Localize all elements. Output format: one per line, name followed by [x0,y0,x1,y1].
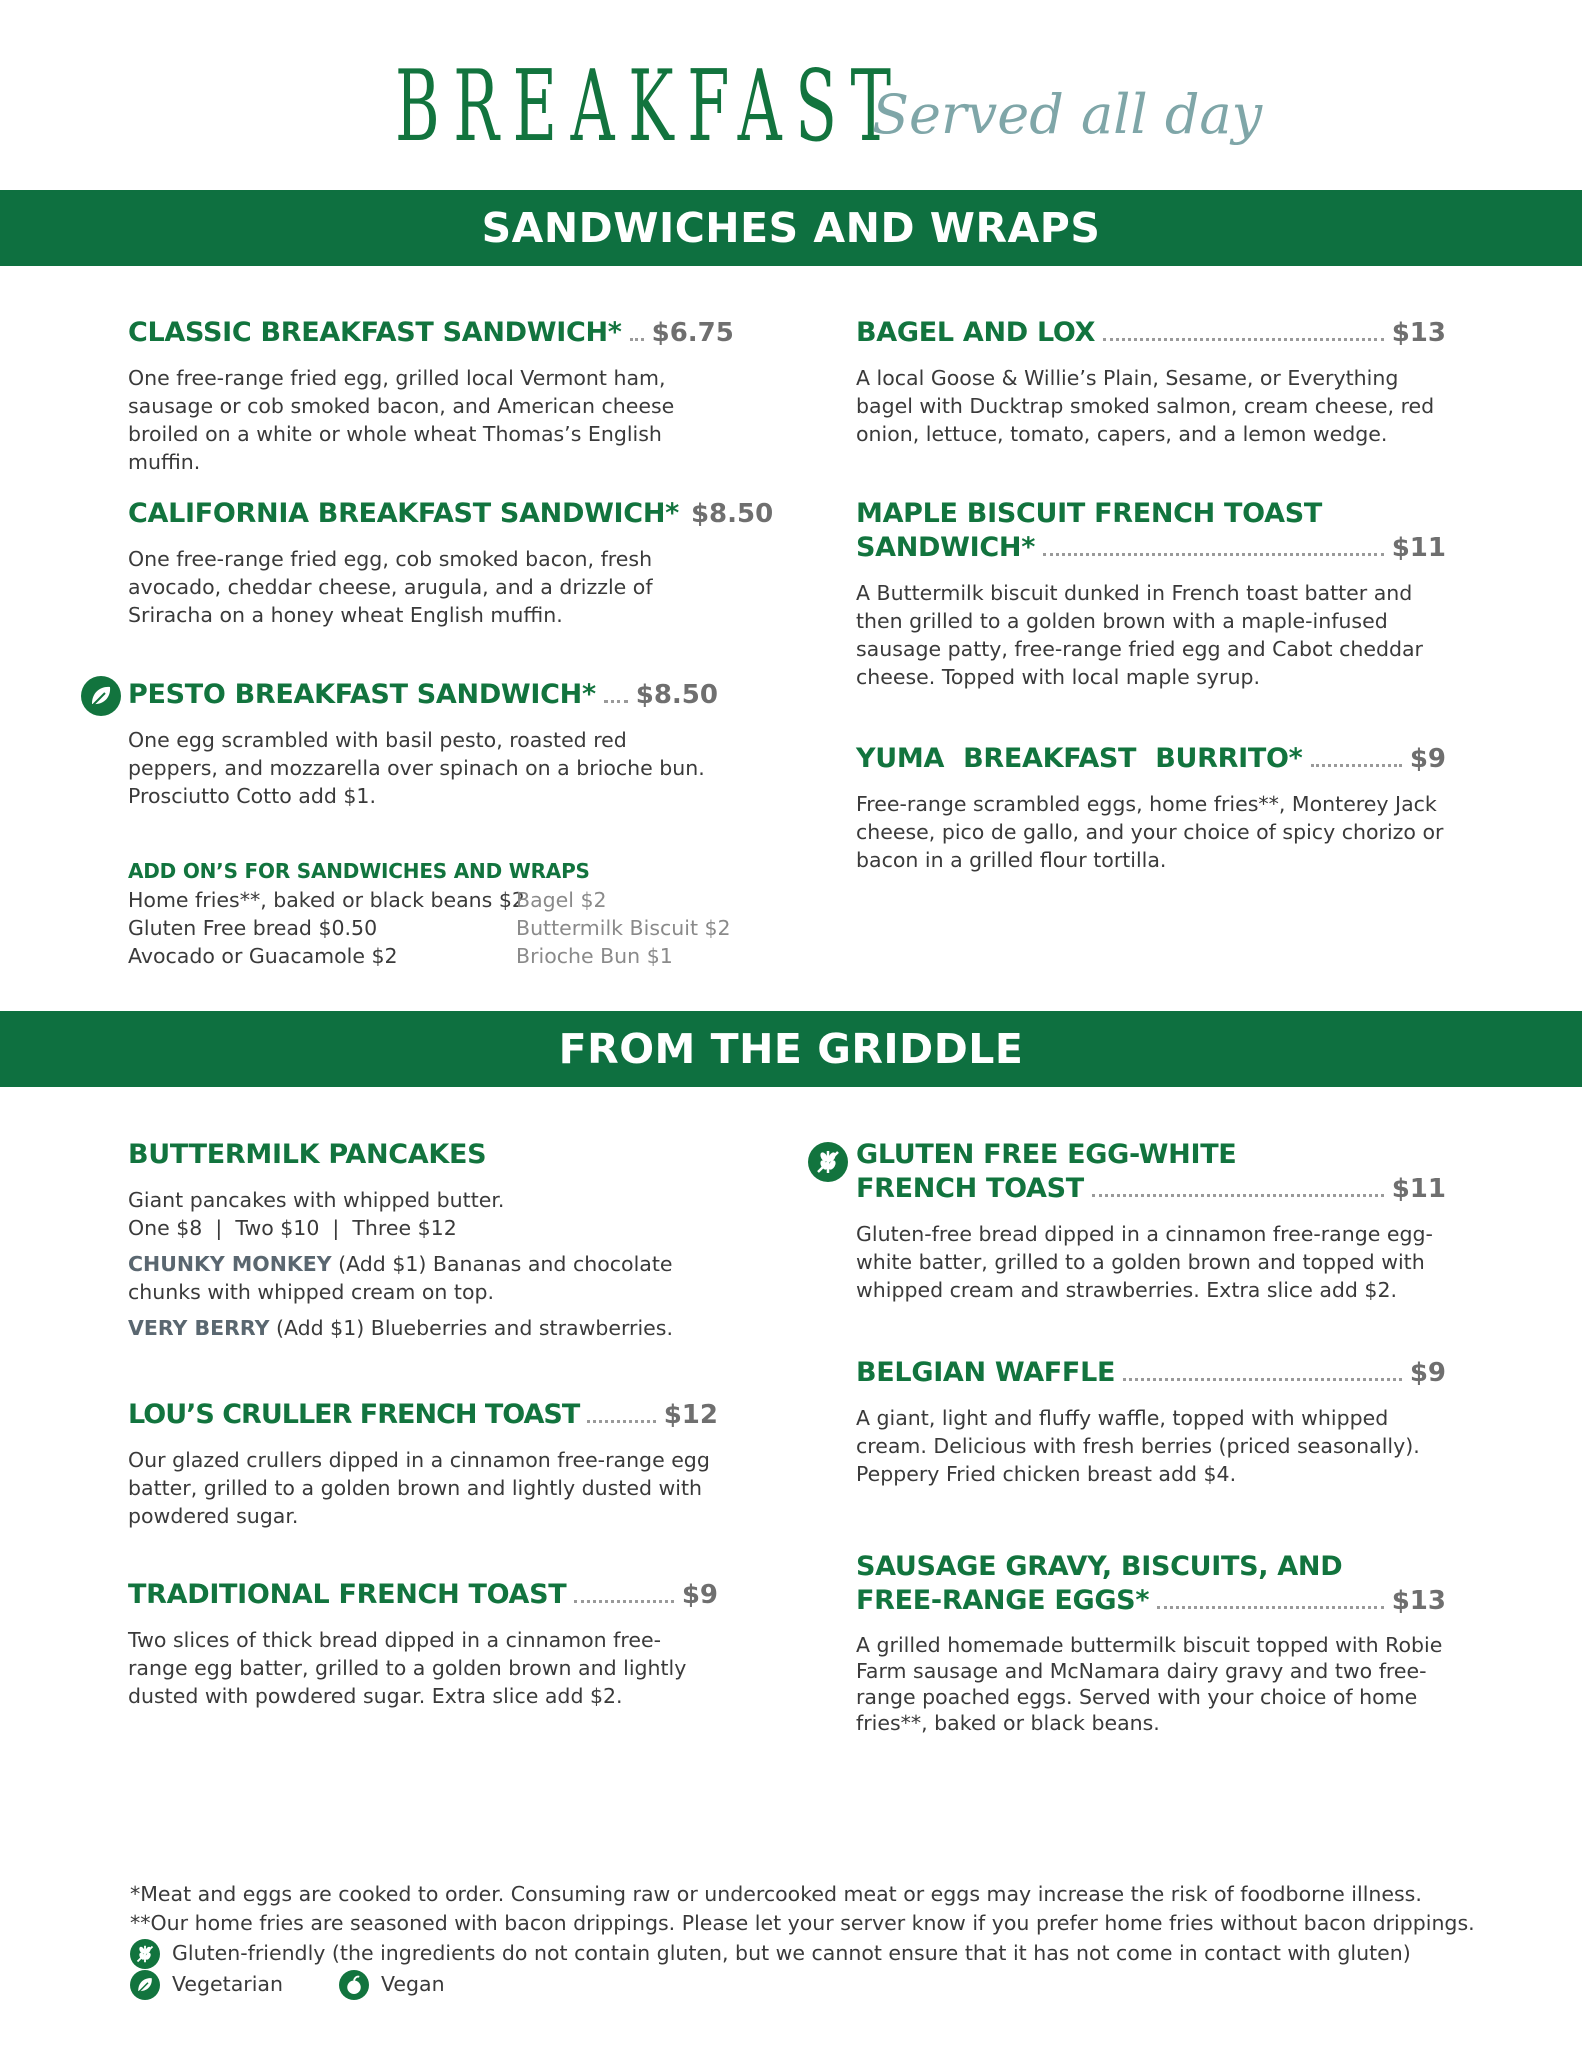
item-description: Giant pancakes with whipped butter. [128,1188,505,1212]
leader-dots [1311,764,1402,767]
item-price: $9 [1409,1358,1446,1388]
item-description: Two slices of thick bread dipped in a cinnamon free-range egg batter, grilled to a golden brown and lightly dusted with powdered sugar. Extra slice add $2. [128,1628,687,1708]
item-price: $8.50 [635,680,718,710]
item-description: Free-range scrambled eggs, home fries**, Monterey Jack cheese, pico de gallo, and your choice of spicy chorizo or bacon in a grilled flour tortilla. [856,792,1444,872]
legend-gluten [130,1938,1550,1969]
item-description: A giant, light and fluffy waffle, topped with whipped cream. Delicious with fresh berries (priced seasonally). Peppery Fried chicken breast add $4. [856,1406,1420,1486]
item-name: LOU’S CRULLER FRENCH TOAST [128,1399,580,1430]
item-description: A local Goose & Willie’s Plain, Sesame, or Everything bagel with Ducktrap smoked salmon, cream cheese, red onion, lettuce, tomato, capers, and a lemon wedge. [856,366,1435,446]
footnote-meat: *Meat and eggs are cooked to order. Consuming raw or undercooked meat or eggs may increase the risk of foodborne illness. [130,1882,1422,1906]
leader-dots [630,338,644,341]
addon-item: Home fries**, baked or black beans $2 [128,888,525,912]
item-name-line1: SAUSAGE GRAVY, BISCUITS, AND [856,1551,1343,1582]
leader-dots [587,1420,655,1423]
variant-desc: (Add $1) Blueberries and strawberries. [275,1316,673,1340]
menu-item-california [128,497,774,629]
variant-chunky-monkey [128,1250,718,1306]
item-name: BELGIAN WAFFLE [856,1357,1116,1388]
item-description: One egg scrambled with basil pesto, roasted red peppers, and mozzarella over spinach on a brioche bun. Prosciutto Cotto add $1. [128,728,705,808]
menu-item-classic [128,316,734,476]
addon-item: Bagel $2 [516,888,607,912]
item-description: One free-range fried egg, grilled local Vermont ham, sausage or cob smoked bacon, and American cheese broiled on a white or whole wheat Thomas’s English muffin. [128,366,675,474]
item-name: PESTO BREAKFAST SANDWICH* [128,679,596,710]
addon-item: Avocado or Guacamole $2 [128,944,398,968]
item-name-line1: GLUTEN FREE EGG-WHITE [856,1139,1237,1170]
legend-vegetarian-label: Vegetarian [172,1972,283,1996]
item-price: $6.75 [651,318,734,348]
legend-vegan-label: Vegan [380,1972,445,1996]
item-name: TRADITIONAL FRENCH TOAST [128,1579,567,1610]
section-band-griddle: FROM THE GRIDDLE [0,1011,1582,1087]
menu-item-traditional [128,1578,718,1710]
pancake-prices: One $8 | Two $10 | Three $12 [128,1216,457,1240]
item-price: $9 [681,1580,718,1610]
leader-dots [1157,1606,1384,1609]
variant-name: VERY BERRY [128,1316,270,1340]
footnotes [130,1880,1550,2000]
variant-desc: (Add $1) Bananas and chocolate chunks with whipped cream on top. [128,1252,673,1304]
gluten-friendly-icon [808,1142,848,1182]
item-name: YUMA BREAKFAST BURRITO* [856,743,1303,774]
vegetarian-icon [81,676,121,716]
legend-gluten-label: Gluten-friendly (the ingredients do not contain gluten, but we cannot ensure that it has not come in contact with gluten) [172,1941,1411,1965]
item-description: One free-range fried egg, cob smoked bacon, fresh avocado, cheddar cheese, arugula, and a drizzle of Sriracha on a honey wheat English muffin. [128,547,653,627]
menu-item-maple [856,497,1446,691]
addon-item: Buttermilk Biscuit $2 [516,916,731,940]
item-price: $8.50 [690,499,774,529]
item-name-line2: SANDWICH* [856,532,1036,563]
menu-item-gravy [856,1550,1446,1736]
item-description: Our glazed crullers dipped in a cinnamon free-range egg batter, grilled to a golden brown and lightly dusted with powdered sugar. [128,1448,710,1528]
addon-item: Brioche Bun $1 [516,944,673,968]
menu-subtitle: Served all day [872,83,1263,146]
item-name: CALIFORNIA BREAKFAST SANDWICH* [128,498,679,529]
leader-dots [1123,1378,1402,1381]
item-name: CLASSIC BREAKFAST SANDWICH* [128,317,622,348]
item-price: $11 [1391,1174,1446,1204]
menu-item-pancakes [128,1138,718,1342]
item-description: A Buttermilk biscuit dunked in French toast batter and then grilled to a golden brown with a maple-infused sausage patty, free-range fried egg and Cabot cheddar cheese. Topped with local maple syrup. [856,581,1423,689]
item-name: BAGEL AND LOX [856,317,1096,348]
variant-name: CHUNKY MONKEY [128,1252,332,1276]
vegan-icon [339,1970,369,2000]
menu-item-waffle [856,1356,1446,1488]
item-description: A grilled homemade buttermilk biscuit topped with Robie Farm sausage and McNamara dairy gravy and two free-range poached eggs. Served with your choice of home fries**, baked or black beans. [856,1633,1443,1735]
leader-dots [604,700,628,703]
addon-item: Gluten Free bread $0.50 [128,916,378,940]
leader-dots [1103,338,1384,341]
variant-very-berry [128,1314,718,1342]
footnote-fries: **Our home fries are seasoned with bacon drippings. Please let your server know if you prefer home fries without bacon drippings. [130,1911,1475,1935]
menu-item-gluten-free [856,1138,1446,1304]
item-price: $13 [1391,318,1446,348]
item-name: BUTTERMILK PANCAKES [128,1139,487,1170]
leader-dots [574,1600,673,1603]
menu-item-yuma [856,742,1446,874]
menu-item-cruller [128,1398,718,1530]
item-name-line2: FREE-RANGE EGGS* [856,1585,1150,1616]
item-price: $9 [1409,744,1446,774]
addons-title: ADD ON’S FOR SANDWICHES AND WRAPS [128,859,590,883]
vegetarian-icon [130,1970,160,2000]
menu-item-pesto [128,678,718,810]
item-description: Gluten-free bread dipped in a cinnamon free-range egg-white batter, grilled to a golden brown and topped with whipped cream and strawberries. Extra slice add $2. [856,1222,1433,1302]
gluten-friendly-icon [130,1939,160,1969]
menu-header [0,50,1582,170]
section-band-sandwiches: SANDWICHES AND WRAPS [0,190,1582,266]
legend-veg [130,1969,1550,2000]
item-name-line2: FRENCH TOAST [856,1173,1084,1204]
menu-item-bagel [856,316,1446,448]
item-price: $12 [663,1400,718,1430]
addons-block [128,858,731,970]
leader-dots [1092,1194,1384,1197]
menu-title: BREAKFAST [395,50,905,164]
item-price: $13 [1391,1586,1446,1616]
item-price: $11 [1391,533,1446,563]
leader-dots [1043,553,1384,556]
item-name-line1: MAPLE BISCUIT FRENCH TOAST [856,498,1322,529]
